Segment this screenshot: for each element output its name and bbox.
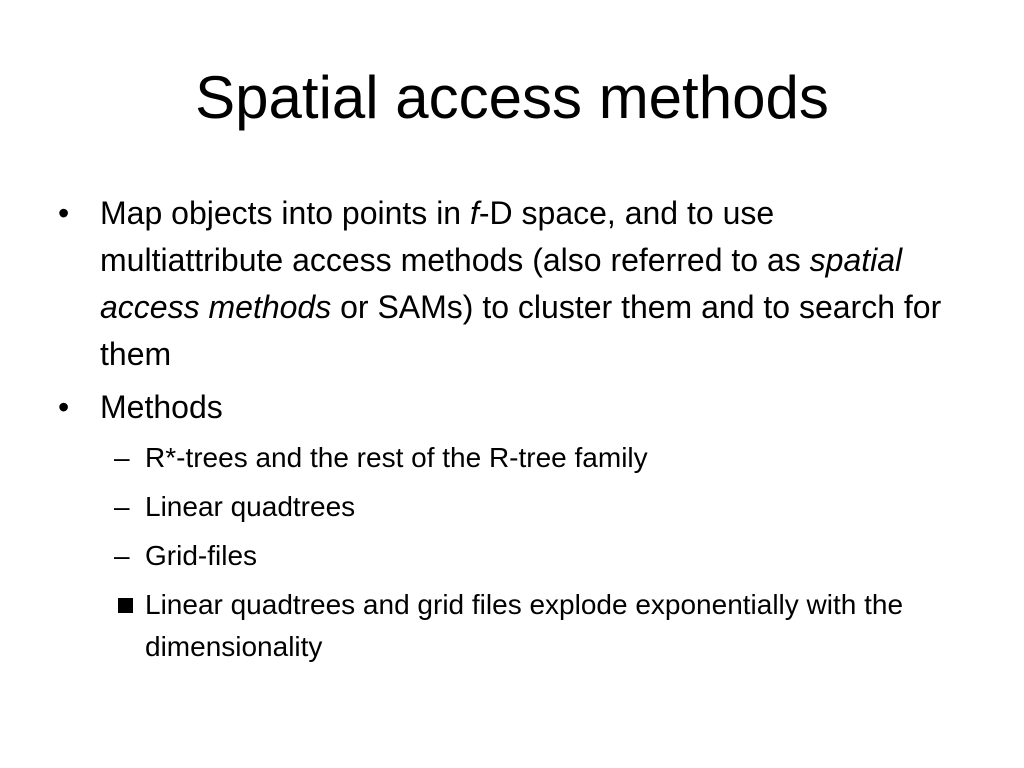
bullet-text	[100, 384, 956, 431]
bullet-text	[100, 190, 956, 378]
dash-marker: –	[114, 442, 130, 473]
dash-marker: –	[114, 491, 130, 522]
text-run: Methods	[100, 389, 223, 425]
bullet-item-methods	[56, 384, 956, 431]
sub-bullet-text: Linear quadtrees	[145, 491, 356, 522]
sub-bullet-item	[56, 437, 956, 479]
text-run: -D space, and to use multiattribute access methods (also referred to as	[100, 195, 810, 278]
sub-bullet-text: R*-trees and the rest of the R-tree family	[145, 442, 648, 473]
square-bullet-icon	[118, 598, 133, 613]
slide-body	[56, 190, 956, 675]
text-run: or SAMs) to cluster them and to search for them	[100, 289, 942, 372]
sub-bullet-item	[56, 535, 956, 577]
text-run-italic: spatial access methods	[100, 242, 903, 325]
sub-bullet-item	[56, 486, 956, 528]
dash-marker: –	[114, 540, 130, 571]
bullet-marker: •	[58, 389, 70, 425]
bullet-item-map-objects	[56, 190, 956, 378]
sub-bullet-item	[56, 584, 956, 668]
sub-bullet-text: Linear quadtrees and grid files explode exponentially with the dimensionality	[145, 589, 904, 662]
sub-bullet-text: Grid-files	[145, 540, 258, 571]
bullet-marker: •	[58, 195, 70, 231]
text-run-italic: f	[469, 195, 479, 231]
text-run: Map objects into points in	[100, 195, 470, 231]
slide-title: Spatial access methods	[195, 64, 829, 131]
